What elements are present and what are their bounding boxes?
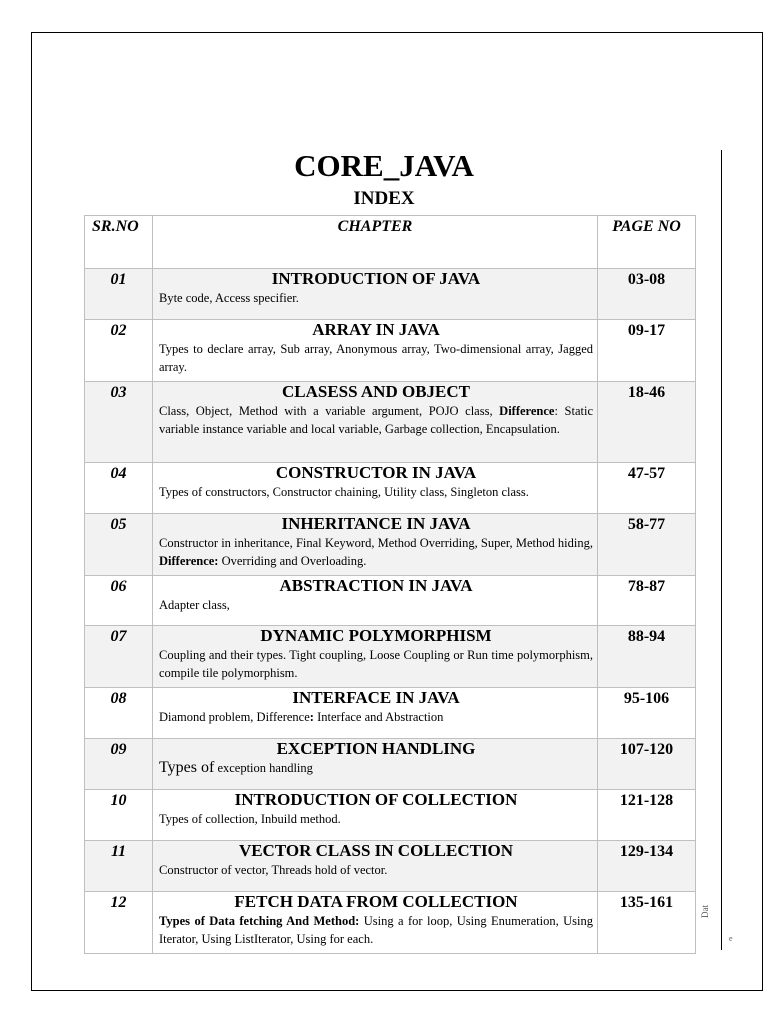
- chapter-title: INTRODUCTION OF COLLECTION: [234, 790, 518, 809]
- row-sr-no: 05: [85, 514, 153, 576]
- row-chapter: [153, 892, 598, 954]
- row-sr-no: 01: [85, 269, 153, 320]
- description-big: Types of: [159, 759, 215, 776]
- row-chapter: [153, 626, 598, 688]
- row-sr-no: 07: [85, 626, 153, 688]
- chapter-description: [159, 912, 593, 948]
- row-sr-no: 08: [85, 688, 153, 739]
- description-pre: Class, Object, Method with a variable argument, POJO class,: [159, 404, 500, 418]
- row-page-no: 58-77: [598, 514, 696, 576]
- document-subtitle: INDEX: [353, 188, 415, 209]
- header-chapter: CHAPTER: [153, 216, 598, 269]
- description-pre: Diamond problem, Difference: [159, 710, 310, 724]
- row-chapter: [153, 463, 598, 514]
- description-plain: Adapter class,: [159, 598, 230, 612]
- row-chapter: [153, 688, 598, 739]
- margin-mark: Dat: [700, 905, 710, 918]
- description-bold: Difference: [499, 404, 555, 418]
- row-chapter: [153, 382, 598, 463]
- table-row: [85, 382, 696, 463]
- row-page-no: 121-128: [598, 790, 696, 841]
- chapter-description: [159, 402, 593, 438]
- description-bold: :: [309, 710, 314, 724]
- row-page-no: 03-08: [598, 269, 696, 320]
- row-sr-no: 10: [85, 790, 153, 841]
- description-post: Overriding and Overloading.: [218, 554, 367, 568]
- table-body: [85, 269, 696, 954]
- row-chapter: [153, 320, 598, 382]
- row-sr-no: 03: [85, 382, 153, 463]
- table-row: [85, 841, 696, 892]
- index-table: [84, 215, 696, 954]
- chapter-description: [159, 646, 593, 682]
- row-page-no: 47-57: [598, 463, 696, 514]
- table-row: [85, 626, 696, 688]
- chapter-description: [159, 483, 593, 501]
- description-post: Interface and Abstraction: [313, 710, 444, 724]
- row-page-no: 95-106: [598, 688, 696, 739]
- row-page-no: 88-94: [598, 626, 696, 688]
- chapter-title: CLASESS AND OBJECT: [281, 382, 470, 401]
- row-page-no: 18-46: [598, 382, 696, 463]
- chapter-title: FETCH DATA FROM COLLECTION: [234, 892, 518, 911]
- chapter-description: [159, 759, 593, 777]
- header-sr-no: SR.NO: [85, 216, 153, 269]
- description-post: Using a for loop, Using Enumeration, Using Iterator, Using ListIterator, Using for each.: [159, 914, 593, 946]
- row-sr-no: 04: [85, 463, 153, 514]
- description-plain: Types of collection, Inbuild method.: [159, 812, 341, 826]
- description-pre: Constructor in inheritance, Final Keyword, Method Overriding, Super, Method hiding,: [159, 536, 593, 550]
- description-plain: Constructor of vector, Threads hold of vector.: [159, 863, 388, 877]
- table-row: [85, 320, 696, 382]
- description-plain: Types of constructors, Constructor chaining, Utility class, Singleton class.: [159, 485, 529, 499]
- chapter-title: CONSTRUCTOR IN JAVA: [275, 463, 477, 482]
- table-row: [85, 790, 696, 841]
- chapter-description: [159, 340, 593, 376]
- table-row: [85, 514, 696, 576]
- table-header-row: [85, 216, 696, 269]
- table-row: [85, 463, 696, 514]
- table-row: [85, 688, 696, 739]
- description-bold: Difference:: [159, 554, 219, 568]
- chapter-description: [159, 289, 593, 307]
- row-page-no: 135-161: [598, 892, 696, 954]
- chapter-title: EXCEPTION HANDLING: [276, 739, 476, 758]
- row-chapter: [153, 739, 598, 790]
- chapter-title: DYNAMIC POLYMORPHISM: [260, 626, 492, 645]
- row-chapter: [153, 269, 598, 320]
- table-row: [85, 576, 696, 626]
- chapter-description: [159, 596, 593, 614]
- row-chapter: [153, 514, 598, 576]
- description-plain: Types to declare array, Sub array, Anonymous array, Two-dimensional array, Jagged array.: [159, 342, 593, 374]
- chapter-title: INHERITANCE IN JAVA: [281, 514, 471, 533]
- row-sr-no: 06: [85, 576, 153, 626]
- chapter-title: INTRODUCTION OF JAVA: [271, 269, 481, 288]
- row-page-no: 78-87: [598, 576, 696, 626]
- table-row: [85, 739, 696, 790]
- description-plain: Coupling and their types. Tight coupling, Loose Coupling or Run time polymorphism, compile tile polymorphism.: [159, 648, 593, 680]
- description-plain: Byte code, Access specifier.: [159, 291, 299, 305]
- chapter-title: ABSTRACTION IN JAVA: [279, 576, 473, 595]
- row-page-no: 129-134: [598, 841, 696, 892]
- chapter-title: INTERFACE IN JAVA: [292, 688, 460, 707]
- row-sr-no: 12: [85, 892, 153, 954]
- row-page-no: 107-120: [598, 739, 696, 790]
- table-row: [85, 269, 696, 320]
- document-title: CORE_JAVA: [294, 148, 474, 183]
- header-page-no: PAGE NO: [598, 216, 696, 269]
- description-post: : Static variable instance variable and local variable, Garbage collection, Encapsulation.: [159, 404, 593, 436]
- row-sr-no: 11: [85, 841, 153, 892]
- chapter-description: [159, 708, 593, 726]
- chapter-description: [159, 534, 593, 570]
- table-row: [85, 892, 696, 954]
- description-post: exception handling: [214, 761, 313, 775]
- chapter-description: [159, 861, 593, 879]
- description-bold: Types of Data fetching And Method:: [159, 914, 360, 928]
- margin-line: [721, 150, 722, 950]
- row-chapter: [153, 841, 598, 892]
- chapter-description: [159, 810, 593, 828]
- chapter-title: ARRAY IN JAVA: [312, 320, 440, 339]
- row-sr-no: 02: [85, 320, 153, 382]
- row-chapter: [153, 576, 598, 626]
- chapter-title: VECTOR CLASS IN COLLECTION: [238, 841, 514, 860]
- margin-mark-letter: e: [729, 934, 733, 943]
- row-sr-no: 09: [85, 739, 153, 790]
- row-chapter: [153, 790, 598, 841]
- row-page-no: 09-17: [598, 320, 696, 382]
